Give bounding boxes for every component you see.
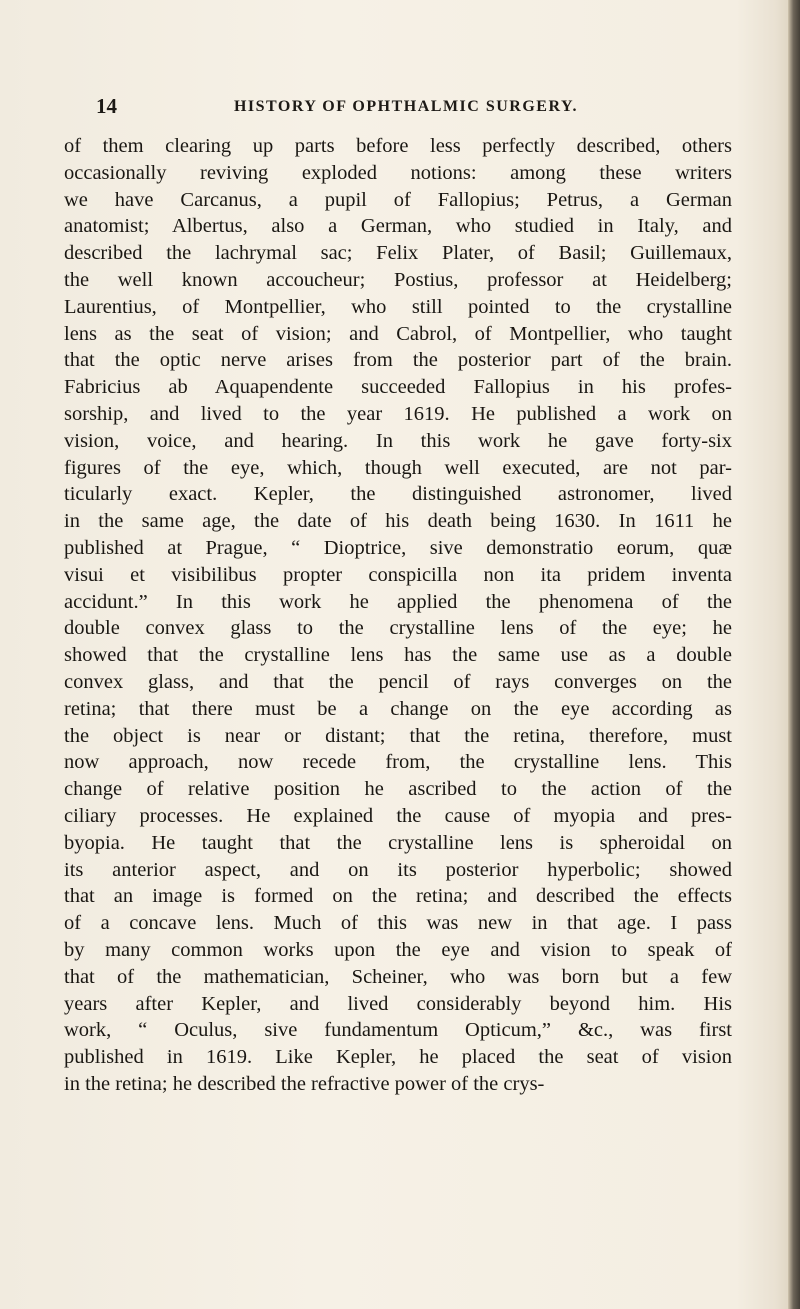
text-line: the well known accoucheur; Postius, professor at Heidelberg; xyxy=(64,268,732,291)
page-binding-edge xyxy=(788,0,800,1309)
text-line: published at Prague, “ Dioptrice, sive demonstratio eorum, quæ xyxy=(64,536,732,559)
text-line: accidunt.” In this work he applied the phenomena of the xyxy=(64,590,732,613)
text-line: work, “ Oculus, sive fundamentum Opticum,” &c., was first xyxy=(64,1019,732,1042)
text-line: byopia. He taught that the crystalline lens is spheroidal on xyxy=(64,831,732,854)
text-line: that of the mathematician, Scheiner, who was born but a few xyxy=(64,965,732,988)
text-line: change of relative position he ascribed to the action of the xyxy=(64,778,732,801)
text-line: lens as the seat of vision; and Cabrol, of Montpellier, who taught xyxy=(64,322,732,345)
text-line: the object is near or distant; that the retina, therefore, must xyxy=(64,724,732,747)
text-line: occasionally reviving exploded notions: among these writers xyxy=(64,161,732,184)
text-line: ticularly exact. Kepler, the distinguished astronomer, lived xyxy=(64,483,732,506)
text-line: anatomist; Albertus, also a German, who studied in Italy, and xyxy=(64,215,732,238)
text-line: that the optic nerve arises from the posterior part of the brain. xyxy=(64,349,732,372)
text-line: of a concave lens. Much of this was new in that age. I pass xyxy=(64,912,732,935)
text-line: in the same age, the date of his death being 1630. In 1611 he xyxy=(64,510,732,533)
text-line: vision, voice, and hearing. In this work he gave forty-six xyxy=(64,429,732,452)
text-line: in the retina; he described the refractive power of the crys- xyxy=(64,1072,545,1095)
text-line: now approach, now recede from, the crystalline lens. This xyxy=(64,751,732,774)
text-line: convex glass, and that the pencil of rays converges on the xyxy=(64,670,732,693)
text-line: we have Carcanus, a pupil of Fallopius; Petrus, a German xyxy=(64,188,732,211)
text-line: by many common works upon the eye and vision to speak of xyxy=(64,938,732,961)
body-text xyxy=(64,133,732,1098)
text-line: Laurentius, of Montpellier, who still pointed to the crystalline xyxy=(64,295,732,318)
text-line: Fabricius ab Aquapendente succeeded Fallopius in his profes- xyxy=(64,376,732,399)
text-line: ciliary processes. He explained the cause of myopia and pres- xyxy=(64,804,732,827)
text-line: retina; that there must be a change on the eye according as xyxy=(64,697,732,720)
text-line: sorship, and lived to the year 1619. He published a work on xyxy=(64,402,732,425)
text-line: published in 1619. Like Kepler, he placed the seat of vision xyxy=(64,1046,732,1069)
text-line: described the lachrymal sac; Felix Plater, of Basil; Guillemaux, xyxy=(64,242,732,265)
text-line: of them clearing up parts before less perfectly described, others xyxy=(64,135,732,157)
text-line: its anterior aspect, and on its posterior hyperbolic; showed xyxy=(64,858,732,881)
text-line: visui et visibilibus propter conspicilla non ita pridem inventa xyxy=(64,563,732,586)
text-line: figures of the eye, which, though well executed, are not par- xyxy=(64,456,732,479)
text-line: showed that the crystalline lens has the same use as a double xyxy=(64,644,732,667)
page-number: 14 xyxy=(96,94,117,118)
text-line: double convex glass to the crystalline lens of the eye; he xyxy=(64,617,732,640)
text-line: years after Kepler, and lived considerably beyond him. His xyxy=(64,992,732,1015)
page-header xyxy=(96,94,716,128)
running-title: HISTORY OF OPHTHALMIC SURGERY. xyxy=(233,98,579,115)
text-line: that an image is formed on the retina; and described the effects xyxy=(64,885,732,908)
